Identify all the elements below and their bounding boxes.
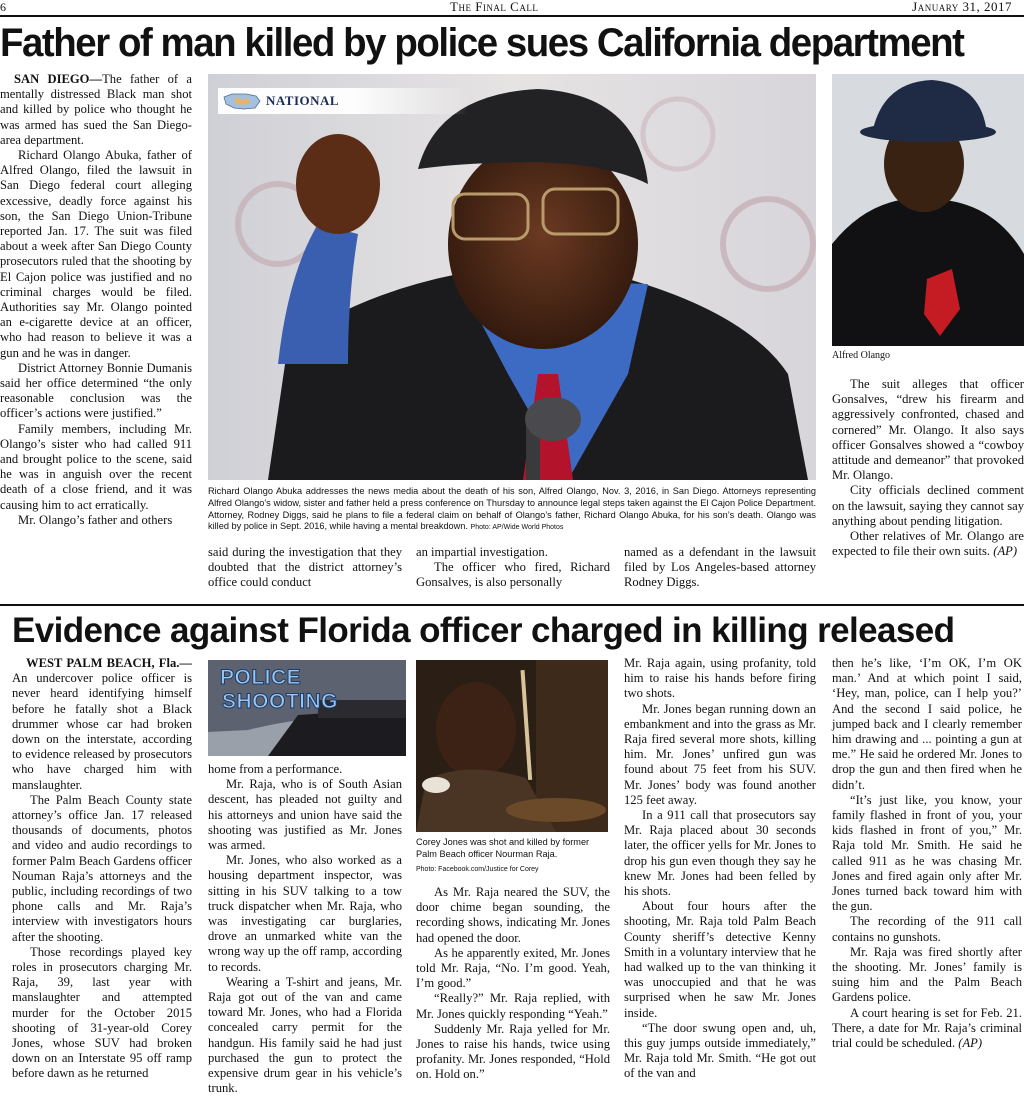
story1-paragraph: an impartial investigation.	[416, 545, 548, 559]
story1-paragraph: Richard Olango Abuka, father of Alfred Olango, filed the lawsuit in San Diego federal court alleging excessive, deadly force against his son, the San Diego Union-Tribune reported Jan. 17. The suit was filed about a week after San Diego County prosecutors ruled that the shooting by El Cajon police was justified and no criminal charges would be filed. Authorities say Mr. Olango pointed an e-cigarette device at an officer, who had reason to believe it was a gun and he was in danger.	[0, 148, 192, 360]
section-badge-national	[218, 88, 468, 114]
story2-paragraph: “The door swung open and, uh, this guy jumps outside immediately,” Mr. Raja told Mr. Smith. “He got out of the van and	[624, 1020, 816, 1081]
story2-source-tag: (AP)	[958, 1036, 983, 1051]
photo-corey-jones	[416, 660, 608, 832]
story1-paragraph: said during the investigation that they doubted that the district attorney’s office could conduct	[208, 545, 402, 590]
story2-paragraph: Mr. Jones, who also worked as a housing department inspector, was sitting in his SUV talking to a tow truck dispatcher when Mr. Raja, who was investigating car burglaries, drove an unmarked white van the wrong way up the off ramp, according to records.	[208, 853, 402, 974]
story1-paragraph: The father of a mentally distressed Black man shot and killed by police who thought he was armed has sued the San Diego-area department.	[0, 72, 192, 147]
story2-headline: Evidence against Florida officer charged in killing released	[12, 611, 955, 650]
story1-paragraph: Other relatives of Mr. Olango are expected to file their own suits.	[832, 529, 1024, 559]
story2-column-1	[12, 656, 192, 1082]
photo-credit: Photo: AP/Wide World Photos	[470, 524, 564, 532]
story1-column-1	[0, 72, 192, 528]
logo-text-police: POLICE	[220, 666, 302, 689]
police-shooting-graphic	[208, 660, 406, 756]
side-photo-alfred-olango	[832, 74, 1024, 346]
story2-paragraph: Mr. Raja, who is of South Asian descent, has pleaded not guilty and his attorneys and union have said the shooting was justified as Mr. Jones was armed.	[208, 777, 402, 853]
story2-dateline: WEST PALM BEACH, Fla.—	[26, 656, 192, 670]
photo-credit: Photo: Facebook.com/Justice for Corey	[416, 865, 539, 873]
story2-paragraph: Mr. Raja was fired shortly after the shooting. Mr. Jones’ family is suing him and the Palm Beach Gardens police.	[832, 944, 1022, 1005]
story2-paragraph: “It’s just like, you know, your family flashed in front of you, your kids flashed in front of you,” Mr. Raja told Mr. Smith. He said he called 911 as he was chasing Mr. Jones and fired again only after Mr. Jones turned back toward him with the gun.	[832, 792, 1022, 914]
story2-column-2	[208, 762, 402, 1096]
story2-paragraph: Wearing a T-shirt and jeans, Mr. Raja got out of the van and came toward Mr. Jones, who had a Florida concealed carry permit for the handgun. His family said he had just purchased the gun to protect the expensive drum gear in his vehicle’s trunk.	[208, 974, 402, 1096]
story2-paragraph: “Really?” Mr. Raja replied, with Mr. Jones quickly responding “Yeah.”	[416, 991, 610, 1021]
story1-paragraph: The suit alleges that officer Gonsalves, “drew his firearm and aggressively confronted, chased and cornered” Mr. Olango. It also says officer Gonsalves showed a “cowboy attitude and demeanor” that provoked Mr. Olango.	[832, 377, 1024, 483]
main-photo-caption	[208, 486, 816, 534]
corey-photo-caption	[416, 837, 608, 875]
story1-paragraph: Mr. Olango’s father and others	[18, 512, 173, 527]
us-map-icon	[222, 91, 262, 111]
story2-paragraph: The recording of the 911 call contains no gunshots.	[832, 914, 1022, 944]
story2-paragraph: In a 911 call that prosecutors say Mr. Raja placed about 30 seconds later, the officer yells for Mr. Jones to drop his gun even though they say he knew Mr. Jones had been felled by his shots.	[624, 808, 816, 899]
story-divider	[0, 604, 1024, 606]
story2-paragraph: As he apparently exited, Mr. Jones told Mr. Raja, “No. I’m good. Yeah, I’m good.”	[416, 945, 610, 991]
story2-paragraph: Mr. Jones began running down an embankment and into the grass as Mr. Raja fired several more shots, killing him. Mr. Jones’ unfired gun was found about 75 feet from his SUV. Mr. Jones’ body was found another 125 feet away.	[624, 701, 816, 807]
story2-column-5	[832, 656, 1022, 1051]
story1-column-2	[208, 545, 402, 591]
story2-paragraph: Those recordings played key roles in prosecutors charging Mr. Raja, 39, last year with manslaughter and attempted murder for the October 2015 shooting of 31-year-old Corey Jones, whose SUV had broken down on an Interstate 95 off ramp before dawn as he returned	[12, 944, 192, 1081]
story1-paragraph: City officials declined comment on the lawsuit, saying they cannot say anything about pending litigation.	[832, 483, 1024, 528]
story2-column-3	[416, 885, 610, 1083]
story1-paragraph: named as a defendant in the lawsuit filed by Los Angeles-based attorney Rodney Diggs.	[624, 545, 816, 590]
story2-paragraph: An undercover police officer is never heard identifying himself before he fatally shot a Black drummer whose car had broken down on the interstate, according to evidence released by prosecutors who have charged him with manslaughter.	[12, 671, 192, 792]
caption-text: Corey Jones was shot and killed by former Palm Beach officer Nourman Raja.	[416, 837, 590, 859]
issue-date: January 31, 2017	[912, 0, 1012, 14]
story2-paragraph: As Mr. Raja neared the SUV, the door chime began sounding, the recording shows, indicating Mr. Jones had opened the door.	[416, 885, 610, 945]
story1-paragraph: District Attorney Bonnie Dumanis said her office determined “the only reasonable conclusion was the officer’s actions were justified.”	[0, 360, 192, 421]
story2-paragraph: About four hours after the shooting, Mr. Raja told Palm Beach County sheriff’s detective Kenny Smith in a voluntary interview that he had walked up to the van thinking it was unoccupied and that he was surprised when he saw Mr. Jones inside.	[624, 899, 816, 1020]
story1-column-3	[416, 545, 610, 591]
story2-paragraph: A court hearing is set for Feb. 21. There, a date for Mr. Raja’s criminal trial could be scheduled.	[832, 1005, 1022, 1051]
main-photo-father-press-conference	[208, 74, 816, 480]
story1-column-5	[832, 377, 1024, 559]
page-number: 6	[0, 0, 7, 14]
section-label: NATIONAL	[266, 93, 340, 108]
story1-dateline: SAN DIEGO—	[14, 72, 103, 86]
publication-name: The Final Call	[450, 0, 539, 14]
story2-paragraph: The Palm Beach County state attorney’s office Jan. 17 released thousands of documents, photos and video and audio recordings to former Palm Beach Gardens officer Nouman Raja’s attorneys and the public, including recordings of two phone calls and Mr. Raja’s interview with investigators hours after the shooting.	[12, 792, 192, 944]
story1-paragraph: The officer who fired, Richard Gonsalves, is also personally	[416, 560, 610, 590]
side-photo-caption: Alfred Olango	[832, 350, 891, 361]
story2-column-4	[624, 656, 816, 1082]
story1-paragraph: Family members, including Mr. Olango’s sister who had called 911 and brought police to the scene, said he was in anguish over the recent death of a close friend, and it was causing him to act erratically.	[0, 421, 192, 512]
story1-headline: Father of man killed by police sues California department	[0, 21, 964, 65]
story2-paragraph: home from a performance.	[208, 762, 343, 776]
story2-paragraph: Suddenly Mr. Raja yelled for Mr. Jones to raise his hands, twice using profanity. Mr. Jones responded, “Hold on. Hold on.”	[416, 1021, 610, 1082]
caption-text: Richard Olango Abuka addresses the news media about the death of his son, Alfred Olango, Nov. 3, 2016, in San Diego. Attorneys representing Alfred Olango’s widow, sister and father held a press conference on Thursday to announce legal steps taken against the El Cajon Police Department. Attorney, Rodney Diggs, said he plans to file a federal claim on behalf of Olango’s father, Richard Olango Abuka, for his son’s death. Olango was killed by police in Sept. 2016, while having a mental breakdown.	[208, 486, 816, 532]
story1-source-tag: (AP)	[993, 544, 1018, 559]
story2-paragraph: Mr. Raja again, using profanity, told him to raise his hands before firing two shots.	[624, 656, 816, 701]
story1-column-4	[624, 545, 816, 591]
story2-paragraph: then he’s like, ‘I’m OK, I’m OK man.’ And at which point I said, ‘Hey, man, police, can I help you?’ And the second I said police, he jumped back and I clearly remember him drawing and ... pointing a gun at me.” He said he ordered Mr. Jones to drop the gun and then fired when he didn’t.	[832, 656, 1022, 792]
logo-text-shooting: SHOOTING	[222, 690, 339, 713]
folio-rule	[0, 15, 1024, 17]
